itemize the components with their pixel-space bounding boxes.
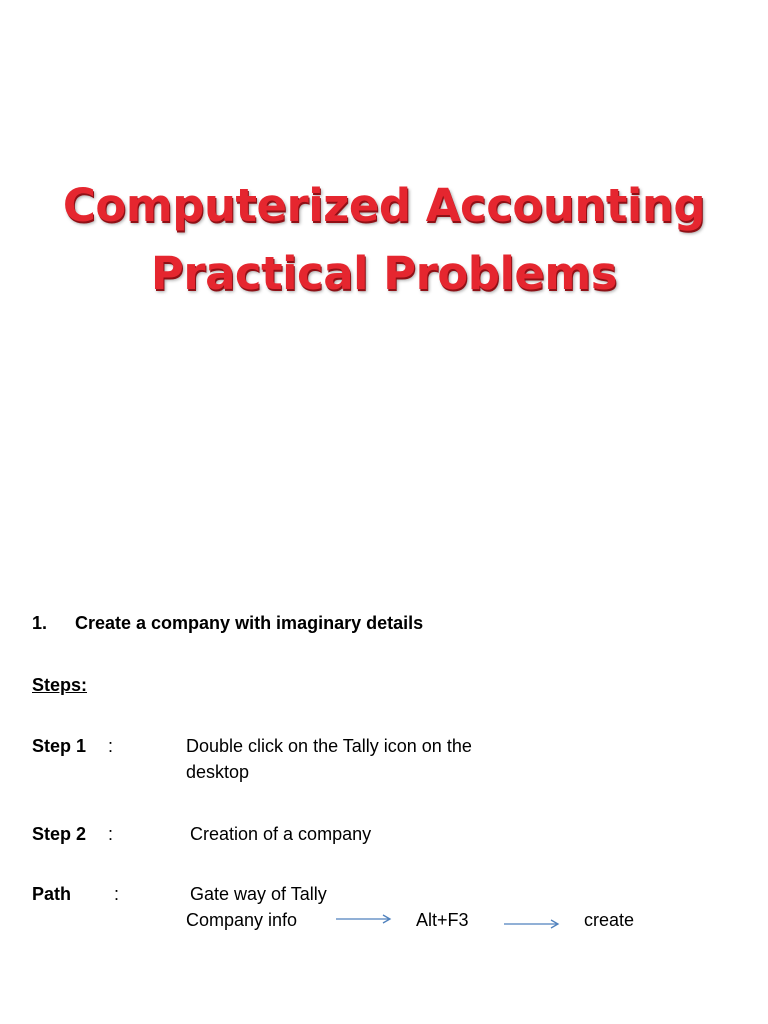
right-arrow-icon <box>504 918 560 930</box>
title-line-2: Practical Problems <box>150 247 618 300</box>
step1-separator: : <box>108 736 114 756</box>
path-line1: Gate way of Tally <box>190 884 327 904</box>
path-item-company-info: Company info <box>186 910 298 930</box>
question-number: 1. <box>32 613 48 633</box>
right-arrow-icon <box>336 913 392 925</box>
path-separator: : <box>114 884 120 904</box>
step2-text: Creation of a company <box>190 824 372 844</box>
title-line-1: Computerized Accounting <box>62 179 706 232</box>
step1-text-line2: desktop <box>186 762 250 782</box>
step1-label: Step 1 <box>32 736 87 756</box>
path-label: Path <box>32 884 72 904</box>
question-text: Create a company with imaginary details <box>75 613 424 633</box>
step2-separator: : <box>108 824 114 844</box>
step2-label: Step 2 <box>32 824 87 844</box>
steps-heading: Steps: <box>32 675 88 695</box>
step1-text-line1: Double click on the Tally icon on the <box>186 736 472 756</box>
path-item-create: create <box>584 910 635 930</box>
path-item-alt-f3: Alt+F3 <box>416 910 469 930</box>
page-title <box>0 172 768 308</box>
